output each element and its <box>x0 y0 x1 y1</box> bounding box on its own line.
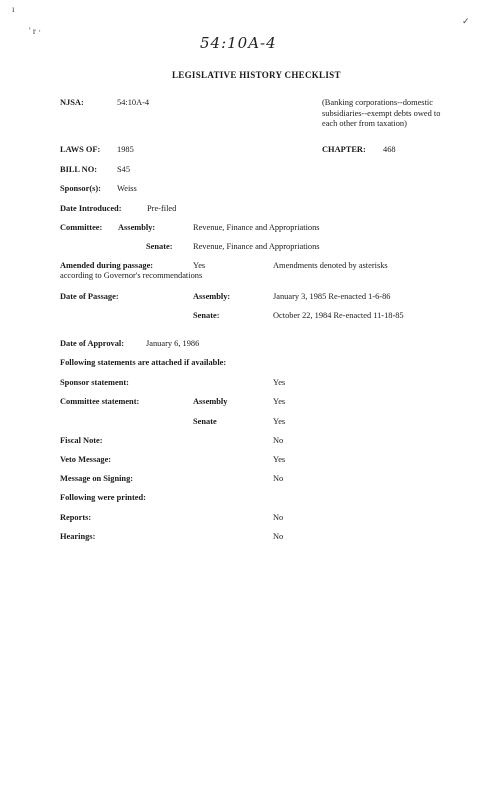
committee-statement-label: Committee statement: <box>60 397 140 406</box>
committee-assembly-value: Revenue, Finance and Appropriations <box>193 223 320 232</box>
committee-senate-label: Senate: <box>146 242 173 251</box>
passage-assembly-label: Assembly: <box>193 292 231 301</box>
handwritten-statute-number: 54:10A-4 <box>200 34 277 52</box>
printed-heading: Following were printed: <box>60 493 146 502</box>
committee-senate-value: Revenue, Finance and Appropriations <box>193 242 320 251</box>
veto-message-value: Yes <box>273 455 286 464</box>
amended-value: Yes <box>193 261 206 270</box>
message-on-signing-label: Message on Signing: <box>60 474 134 483</box>
sponsor-label: Sponsor(s): <box>60 184 101 193</box>
sponsor-statement-label: Sponsor statement: <box>60 378 129 387</box>
reports-value: No <box>273 513 284 522</box>
bill-no-label: BILL NO: <box>60 165 97 174</box>
veto-message-label: Veto Message: <box>60 455 112 464</box>
amended-note: according to Governor's recommendations <box>60 271 203 280</box>
passage-assembly-value: January 3, 1985 Re-enacted 1-6-86 <box>273 292 391 301</box>
date-introduced-value: Pre-filed <box>147 204 177 213</box>
scan-mark: ' r · <box>29 26 42 36</box>
attached-heading: Following statements are attached if available: <box>60 358 227 367</box>
laws-of-value: 1985 <box>117 145 134 154</box>
njsa-label: NJSA: <box>60 98 84 107</box>
fiscal-note-value: No <box>273 436 284 445</box>
committee-statement-senate-value: Yes <box>273 417 286 426</box>
njsa-value: 54:10A-4 <box>117 98 150 107</box>
sponsor-value: Weiss <box>117 184 137 193</box>
committee-assembly-label: Assembly: <box>118 223 156 232</box>
scan-mark: ✓ <box>462 16 470 26</box>
passage-senate-value: October 22, 1984 Re-enacted 11-18-85 <box>273 311 404 320</box>
bill-description: (Banking corporations--domestic subsidiaries--exempt debts owed to each other from taxation) <box>322 98 441 128</box>
date-introduced-label: Date Introduced: <box>60 204 122 213</box>
chapter-value: 468 <box>383 145 396 154</box>
approval-value: January 6, 1986 <box>146 339 200 348</box>
amended-label: Amended during passage: <box>60 261 154 270</box>
hearings-value: No <box>273 532 284 541</box>
fiscal-note-label: Fiscal Note: <box>60 436 103 445</box>
committee-statement-senate-label: Senate <box>193 417 217 426</box>
sponsor-statement-value: Yes <box>273 378 286 387</box>
approval-label: Date of Approval: <box>60 339 125 348</box>
chapter-label: CHAPTER: <box>322 145 366 154</box>
committee-statement-assembly-label: Assembly <box>193 397 228 406</box>
passage-senate-label: Senate: <box>193 311 220 320</box>
passage-label: Date of Passage: <box>60 292 119 301</box>
amendments-asterisks-note: Amendments denoted by asterisks <box>273 261 388 270</box>
laws-of-label: LAWS OF: <box>60 145 101 154</box>
hearings-label: Hearings: <box>60 532 96 541</box>
reports-label: Reports: <box>60 513 92 522</box>
committee-label: Committee: <box>60 223 103 232</box>
page-title: LEGISLATIVE HISTORY CHECKLIST <box>172 70 341 80</box>
committee-statement-assembly-value: Yes <box>273 397 286 406</box>
bill-no-value: S45 <box>117 165 131 174</box>
message-on-signing-value: No <box>273 474 284 483</box>
scan-mark: ı <box>12 4 15 14</box>
